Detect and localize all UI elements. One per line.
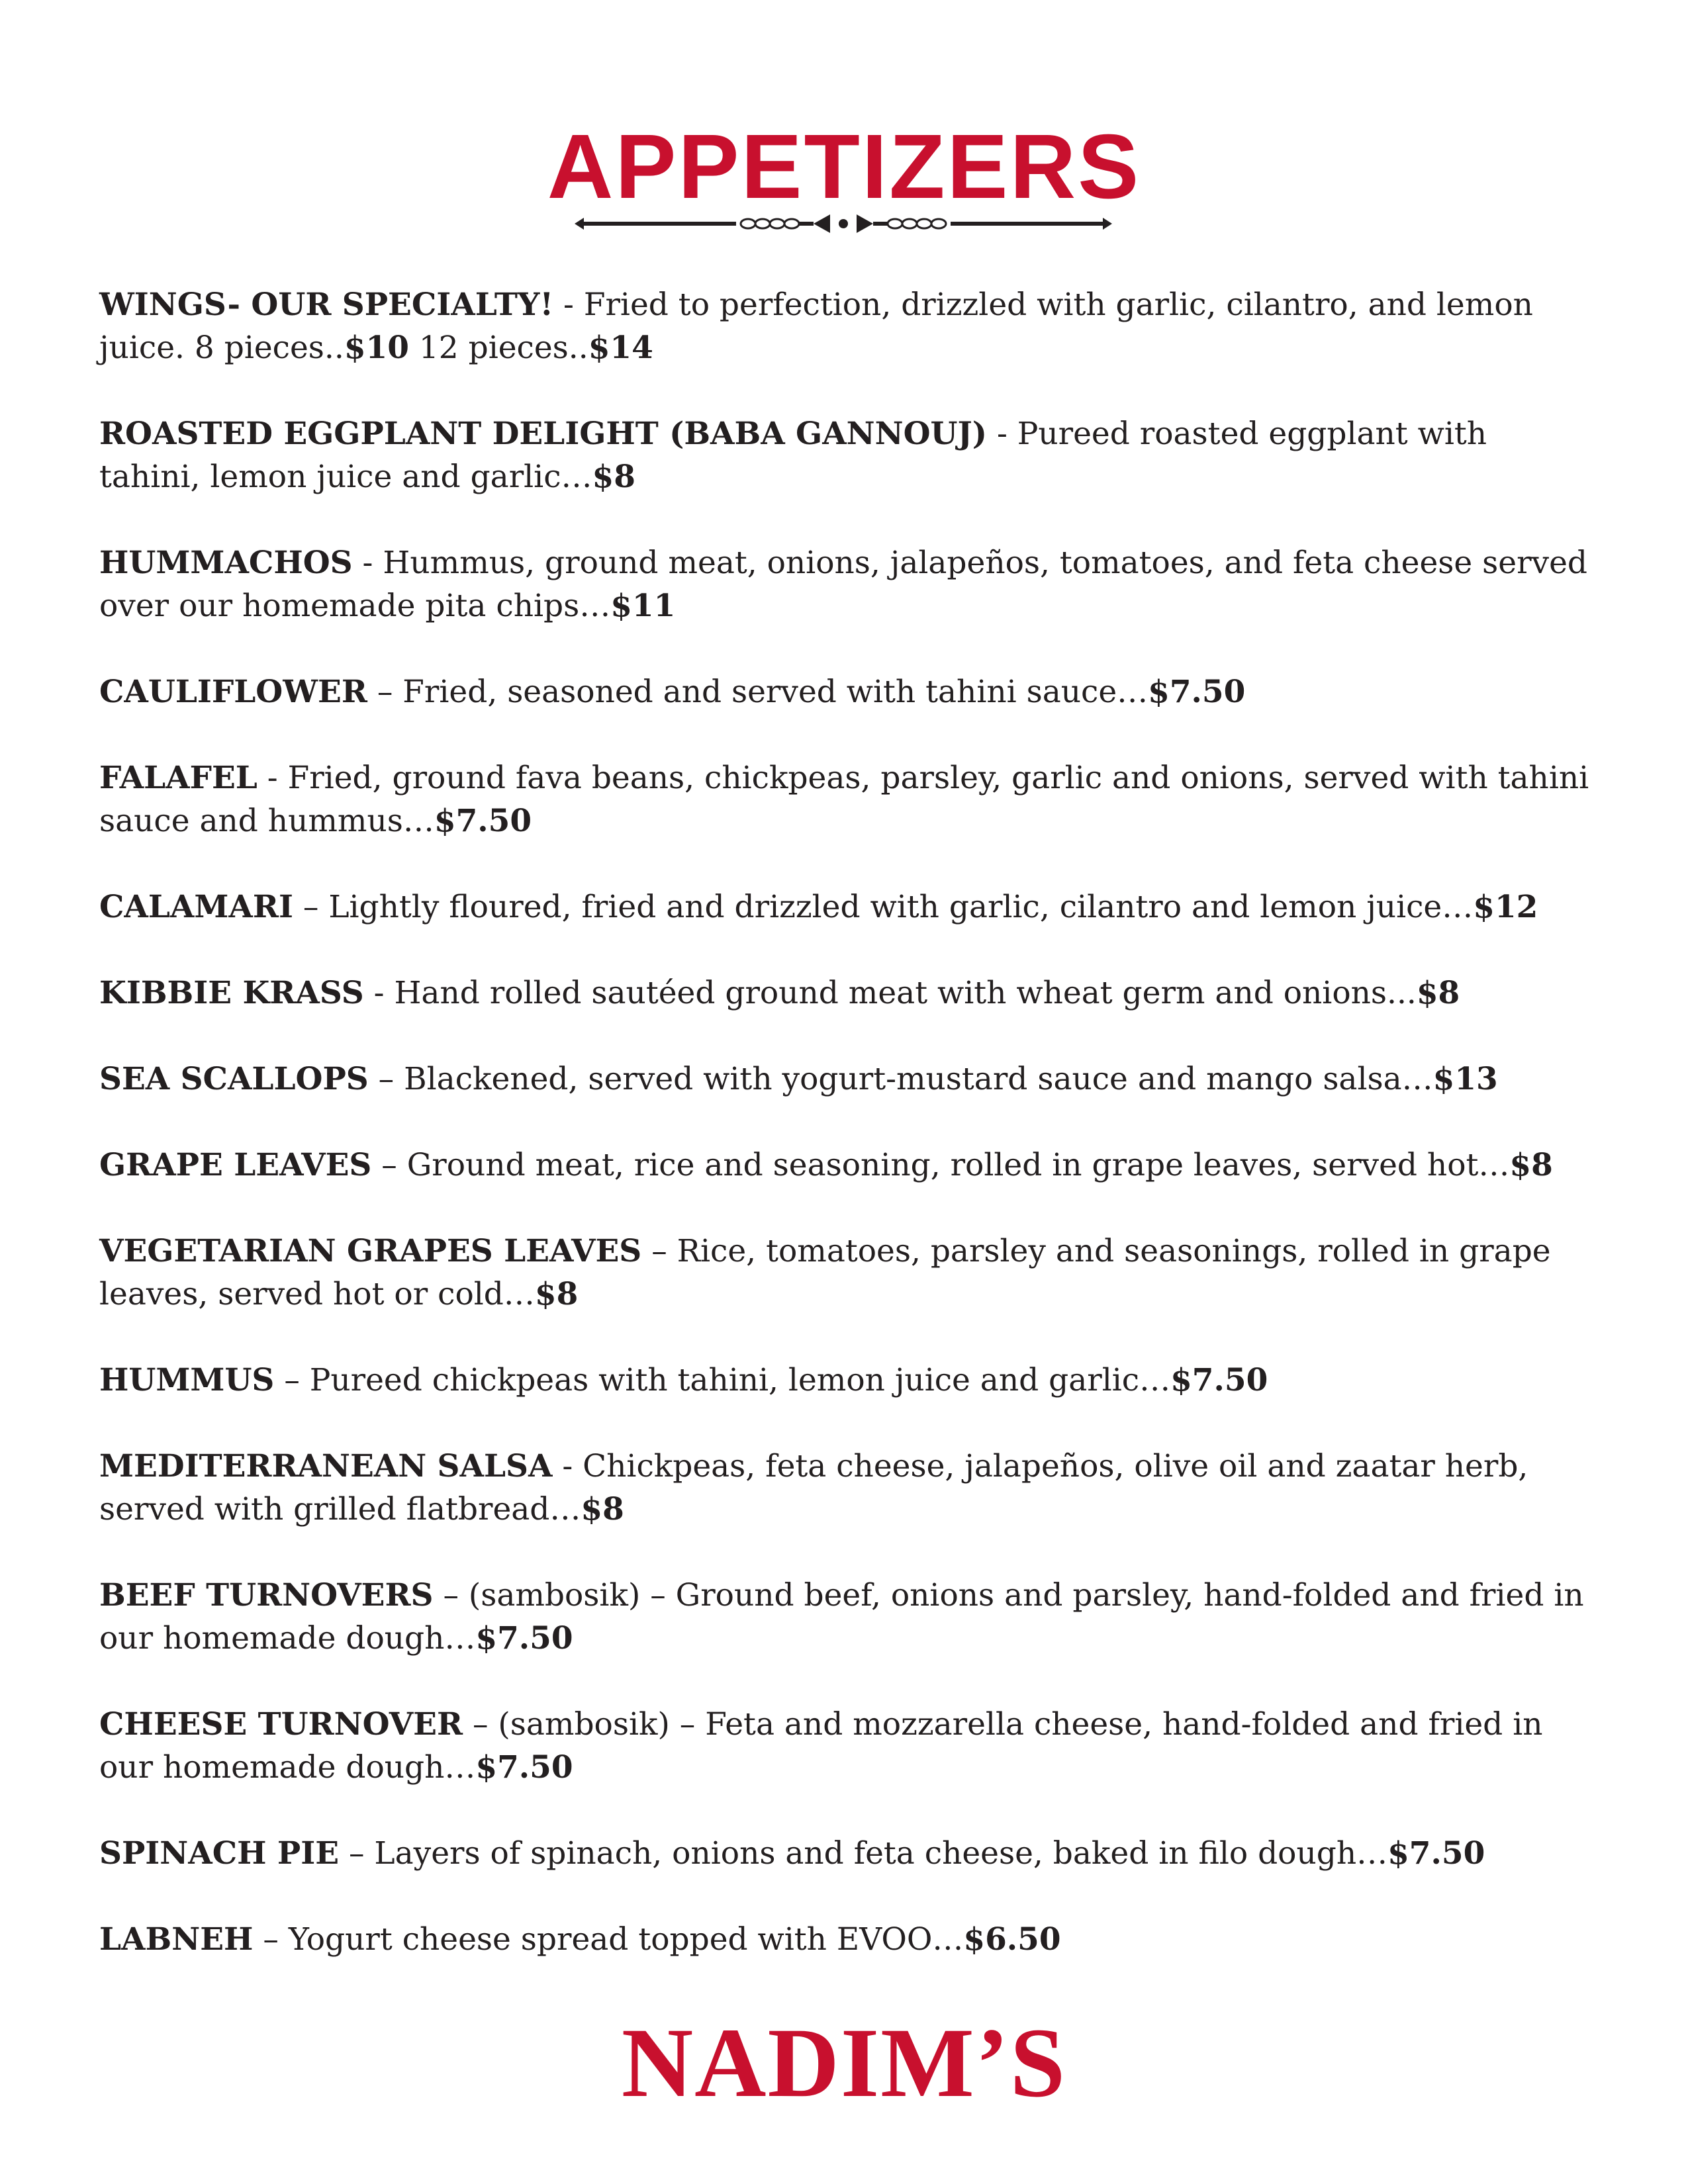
menu-item-name: GRAPE LEAVES [99, 1147, 372, 1183]
menu-item-description: – Lightly floured, fried and drizzled with garlic, cilantro and lemon juice… [293, 889, 1474, 925]
menu-item-price: $7.50 [475, 1620, 573, 1657]
page-title: APPETIZERS [547, 116, 1141, 218]
menu-item-name: SEA SCALLOPS [99, 1061, 369, 1097]
menu-item-price: $12 [1473, 889, 1538, 925]
menu-item-description: – Ground meat, rice and seasoning, rolled in grape leaves, served hot… [371, 1147, 1510, 1183]
menu-item-description: – (sambosik) – Ground beef, onions and parsley, hand-folded and fried in our homemade dough… [99, 1577, 1584, 1657]
menu-item-name: KIBBIE KRASS [99, 975, 364, 1011]
menu-item-name: SPINACH PIE [99, 1835, 340, 1872]
menu-item-price: $8 [534, 1276, 579, 1312]
menu-item [99, 1832, 1595, 1875]
menu-item-description: - Fried, ground fava beans, chickpeas, parsley, garlic and onions, served with tahini sauce and hummus… [99, 760, 1589, 839]
menu-item-description: – Yogurt cheese spread topped with EVOO… [253, 1921, 964, 1958]
menu-item-description: - Fried to perfection, drizzled with garlic, cilantro, and lemon juice. 8 pieces.. [99, 287, 1533, 366]
menu-item-price: $13 [1432, 1061, 1498, 1097]
menu-item-price: $10 [344, 330, 409, 366]
menu-item-price: $7.50 [434, 803, 532, 839]
menu-item-name: HUMMACHOS [99, 545, 353, 581]
menu-item-name: WINGS- OUR SPECIALTY! [99, 287, 554, 323]
menu-item-description: – Blackened, served with yogurt-mustard sauce and mango salsa… [368, 1061, 1433, 1097]
menu-item-name: CAULIFLOWER [99, 674, 367, 710]
menu-item-price: $7.50 [1148, 674, 1246, 710]
menu-item-name: BEEF TURNOVERS [99, 1577, 434, 1614]
menu-item [99, 670, 1595, 713]
menu-item [99, 1230, 1595, 1316]
menu-item-price: $8 [592, 459, 635, 495]
menu-item-description: - Hummus, ground meat, onions, jalapeños, tomatoes, and feta cheese served over our homemade pita chips… [99, 545, 1587, 624]
menu-item-price: $7.50 [475, 1749, 573, 1786]
menu-item-price: $8 [1509, 1147, 1553, 1183]
menu-item-description: – Layers of spinach, onions and feta cheese, baked in filo dough… [339, 1835, 1388, 1872]
menu-item-description: - Hand rolled sautéed ground meat with wheat germ and onions... [363, 975, 1417, 1011]
menu-item-name: HUMMUS [99, 1362, 275, 1398]
menu-item [99, 412, 1595, 498]
menu-item-name: MEDITERRANEAN SALSA [99, 1448, 553, 1484]
menu-item-description-secondary: 12 pieces.. [408, 330, 588, 366]
menu-item-price: $11 [610, 588, 676, 624]
menu-item-price: $7.50 [1170, 1362, 1268, 1398]
menu-item-name: LABNEH [99, 1921, 254, 1958]
menu-item [99, 1574, 1595, 1660]
menu-item-name: CHEESE TURNOVER [99, 1706, 463, 1743]
menu-item [99, 886, 1595, 929]
menu-item-name: CALAMARI [99, 889, 293, 925]
menu-item [99, 1703, 1595, 1789]
divider-ornament-icon [575, 210, 1112, 237]
menu-item [99, 1445, 1595, 1531]
menu-item [99, 541, 1595, 627]
menu-item-description: - Pureed roasted eggplant with tahini, lemon juice and garlic… [99, 416, 1487, 495]
menu-item-price: $6.50 [963, 1921, 1061, 1958]
menu-item-name: FALAFEL [99, 760, 258, 796]
menu-item [99, 1359, 1595, 1402]
menu-item [99, 1144, 1595, 1187]
menu-item-description: – Fried, seasoned and served with tahini sauce… [367, 674, 1149, 710]
menu-item-description: - Chickpeas, feta cheese, jalapeños, olive oil and zaatar herb, served with grilled flatbread… [99, 1448, 1528, 1527]
menu-item [99, 283, 1595, 369]
appetizer-list [99, 283, 1595, 2004]
brand-logo: NADIM’S [621, 2008, 1067, 2118]
menu-item-price: $7.50 [1387, 1835, 1485, 1872]
menu-item-description: – Rice, tomatoes, parsley and seasonings, rolled in grape leaves, served hot or cold… [99, 1233, 1551, 1312]
menu-item-description: – Pureed chickpeas with tahini, lemon juice and garlic… [274, 1362, 1171, 1398]
menu-item [99, 972, 1595, 1015]
menu-item-description: – (sambosik) – Feta and mozzarella cheese, hand-folded and fried in our homemade dough… [99, 1706, 1543, 1786]
menu-item-name: VEGETARIAN GRAPES LEAVES [99, 1233, 642, 1269]
menu-item-name: ROASTED EGGPLANT DELIGHT (BABA GANNOUJ) [99, 416, 987, 452]
menu-item [99, 1058, 1595, 1101]
menu-item-price: $8 [581, 1491, 624, 1527]
menu-item-price: $8 [1416, 975, 1460, 1011]
menu-item [99, 756, 1595, 842]
menu-item-price-secondary: $14 [588, 330, 653, 366]
menu-item [99, 1918, 1595, 1961]
